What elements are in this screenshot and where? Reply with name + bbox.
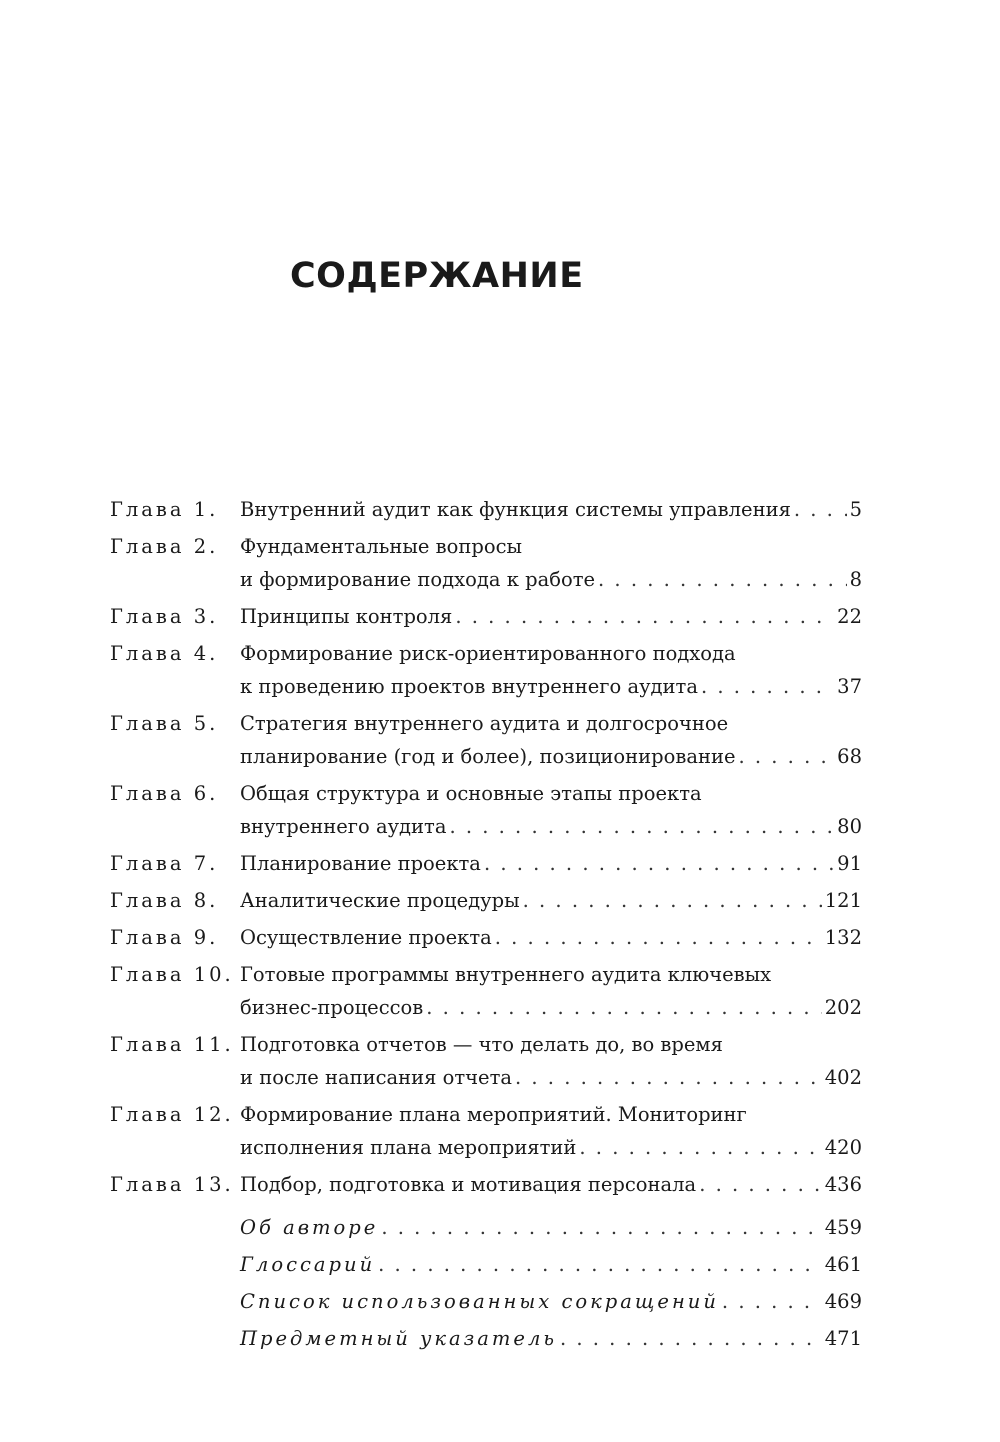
chapter-title-last-line xyxy=(240,991,862,1024)
chapter-title-last-line xyxy=(240,493,862,526)
dot-leader xyxy=(701,670,834,703)
dot-leader xyxy=(794,493,847,526)
chapter-title-last-line xyxy=(240,810,862,843)
page-number: 469 xyxy=(824,1290,862,1313)
chapter-title-line: Фундаментальные вопросы xyxy=(240,535,523,558)
chapter-title-last-line xyxy=(240,1061,862,1094)
chapter-label: Глава 7. xyxy=(110,852,219,875)
page-number: 22 xyxy=(837,605,862,628)
chapter-title xyxy=(240,530,862,596)
dot-leader xyxy=(426,991,821,1024)
chapter-title-line: Аналитические процедуры xyxy=(240,889,520,912)
appendix-line xyxy=(240,1322,862,1355)
page-number: 5 xyxy=(849,498,862,521)
dot-leader xyxy=(495,921,822,954)
chapter-title-line: исполнения плана мероприятий xyxy=(240,1136,577,1159)
chapter-title-last-line xyxy=(240,740,862,773)
toc-entry[interactable] xyxy=(110,847,862,880)
chapter-label: Глава 4. xyxy=(110,642,219,665)
dot-leader xyxy=(523,884,822,917)
dot-leader xyxy=(484,847,834,880)
page-title: СОДЕРЖАНИЕ xyxy=(290,256,584,296)
chapter-title-line: Внутренний аудит как функция системы управления xyxy=(240,498,791,521)
chapter-title xyxy=(240,958,862,1024)
toc-entry-appendix[interactable] xyxy=(110,1285,862,1318)
chapter-title-line: внутреннего аудита xyxy=(240,815,447,838)
page-number: 132 xyxy=(824,926,862,949)
appendix-title xyxy=(240,1322,862,1355)
chapter-title-line: Общая структура и основные этапы проекта xyxy=(240,782,702,805)
chapter-title-line: Осуществление проекта xyxy=(240,926,492,949)
toc-entry[interactable] xyxy=(110,530,862,596)
chapter-title-line: Принципы контроля xyxy=(240,605,453,628)
chapter-label: Глава 10. xyxy=(110,963,234,986)
chapter-title-line: и формирование подхода к работе xyxy=(240,568,596,591)
page-number: 91 xyxy=(837,852,862,875)
dot-leader xyxy=(515,1061,822,1094)
toc-entry-appendix[interactable] xyxy=(110,1248,862,1281)
chapter-title xyxy=(240,493,862,526)
chapter-title-last-line xyxy=(240,1168,862,1201)
chapter-title-last-line xyxy=(240,670,862,703)
appendix-text: Предметный указатель xyxy=(240,1327,557,1350)
page-number: 202 xyxy=(824,996,862,1019)
toc-entry[interactable] xyxy=(110,1028,862,1094)
chapter-title xyxy=(240,921,862,954)
page-number: 8 xyxy=(849,568,862,591)
appendix-text: Об авторе xyxy=(240,1216,379,1239)
chapter-label: Глава 6. xyxy=(110,782,219,805)
chapter-title-line: Подбор, подготовка и мотивация персонала xyxy=(240,1173,697,1196)
chapter-title-last-line xyxy=(240,921,862,954)
chapter-title-line: Формирование риск-ориентированного подхода xyxy=(240,642,736,665)
chapter-label: Глава 11. xyxy=(110,1033,234,1056)
page-number: 459 xyxy=(824,1216,862,1239)
chapter-label: Глава 3. xyxy=(110,605,219,628)
chapter-title-line: Подготовка отчетов — что делать до, во время xyxy=(240,1033,723,1056)
appendix-line xyxy=(240,1211,862,1244)
dot-leader xyxy=(560,1322,822,1355)
toc-entry[interactable] xyxy=(110,777,862,843)
chapter-title-line: Планирование проекта xyxy=(240,852,481,875)
chapter-title-last-line xyxy=(240,1131,862,1164)
chapter-title-line: Готовые программы внутреннего аудита ключевых xyxy=(240,963,772,986)
chapter-title xyxy=(240,777,862,843)
chapter-title xyxy=(240,847,862,880)
toc-entry[interactable] xyxy=(110,1098,862,1164)
dot-leader xyxy=(722,1285,822,1318)
toc-entry[interactable] xyxy=(110,958,862,1024)
chapter-label: Глава 8. xyxy=(110,889,219,912)
page-number: 461 xyxy=(824,1253,862,1276)
chapter-label: Глава 5. xyxy=(110,712,219,735)
dot-leader xyxy=(598,563,847,596)
chapter-title-last-line xyxy=(240,600,862,633)
appendix-title xyxy=(240,1248,862,1281)
toc-entry[interactable] xyxy=(110,600,862,633)
toc-entry[interactable] xyxy=(110,637,862,703)
toc-entry[interactable] xyxy=(110,884,862,917)
appendix-line xyxy=(240,1285,862,1318)
chapter-label: Глава 2. xyxy=(110,535,219,558)
toc-entry[interactable] xyxy=(110,1168,862,1201)
table-of-contents xyxy=(110,493,862,1359)
appendix-text: Глоссарий xyxy=(240,1253,376,1276)
chapter-title-line: к проведению проектов внутреннего аудита xyxy=(240,675,698,698)
toc-entry[interactable] xyxy=(110,921,862,954)
appendix-text: Список использованных сокращений xyxy=(240,1290,719,1313)
chapter-label: Глава 1. xyxy=(110,498,219,521)
chapter-title-last-line xyxy=(240,884,862,917)
dot-leader xyxy=(378,1248,822,1281)
appendix-line xyxy=(240,1248,862,1281)
page-number: 420 xyxy=(824,1136,862,1159)
chapter-label: Глава 13. xyxy=(110,1173,234,1196)
toc-entry-appendix[interactable] xyxy=(110,1211,862,1244)
chapter-title-line: Стратегия внутреннего аудита и долгосрочное xyxy=(240,712,729,735)
page-number: 68 xyxy=(837,745,862,768)
dot-leader xyxy=(699,1168,822,1201)
chapter-title xyxy=(240,637,862,703)
chapter-label: Глава 12. xyxy=(110,1103,234,1126)
chapter-title-last-line xyxy=(240,847,862,880)
page-number: 37 xyxy=(837,675,862,698)
chapter-title xyxy=(240,600,862,633)
appendix-title xyxy=(240,1211,862,1244)
chapter-title-line: и после написания отчета xyxy=(240,1066,513,1089)
dot-leader xyxy=(738,740,834,773)
toc-entry[interactable] xyxy=(110,493,862,526)
chapter-title-line: Формирование плана мероприятий. Мониторинг xyxy=(240,1103,747,1126)
chapter-title-line: бизнес-процессов xyxy=(240,996,424,1019)
page-number: 121 xyxy=(824,889,862,912)
page-number: 436 xyxy=(824,1173,862,1196)
chapter-title xyxy=(240,707,862,773)
appendix-list xyxy=(110,1211,862,1355)
chapter-title xyxy=(240,1028,862,1094)
dot-leader xyxy=(455,600,834,633)
chapter-list xyxy=(110,493,862,1201)
chapter-title-last-line xyxy=(240,563,862,596)
toc-entry[interactable] xyxy=(110,707,862,773)
dot-leader xyxy=(579,1131,821,1164)
chapter-label: Глава 9. xyxy=(110,926,219,949)
chapter-title xyxy=(240,1098,862,1164)
dot-leader xyxy=(381,1211,821,1244)
page-number: 80 xyxy=(837,815,862,838)
chapter-title xyxy=(240,884,862,917)
page-number: 402 xyxy=(824,1066,862,1089)
toc-entry-appendix[interactable] xyxy=(110,1322,862,1355)
page-number: 471 xyxy=(824,1327,862,1350)
appendix-title xyxy=(240,1285,862,1318)
chapter-title-line: планирование (год и более), позиционирование xyxy=(240,745,736,768)
chapter-title xyxy=(240,1168,862,1201)
dot-leader xyxy=(449,810,834,843)
